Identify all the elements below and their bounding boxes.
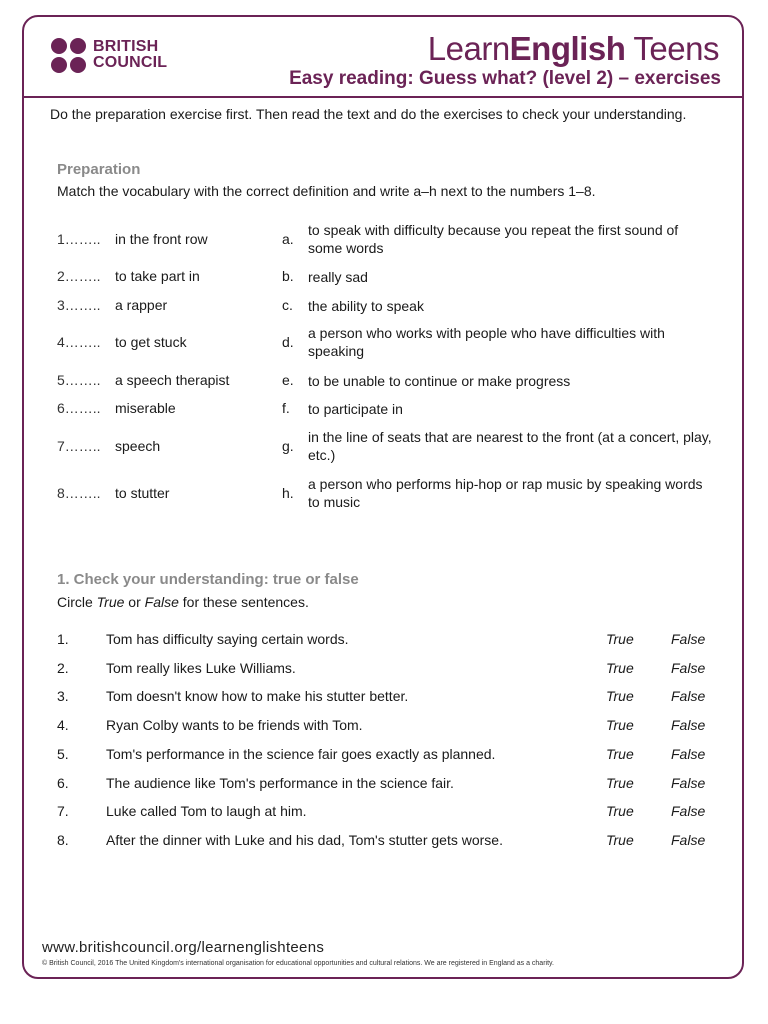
vocab-number[interactable]: 6……..	[57, 400, 101, 416]
footer-url[interactable]: www.britishcouncil.org/learnenglishteens	[42, 939, 325, 956]
true-option[interactable]: True	[606, 659, 634, 676]
false-option[interactable]: False	[671, 745, 706, 762]
statement-text: Tom's performance in the science fair goes exactly as planned.	[106, 745, 496, 762]
statement-number: 5.	[57, 745, 69, 762]
learnenglish-teens-logo: LearnEnglish Teens	[427, 30, 719, 67]
exercise1-heading: 1. Check your understanding: true or false	[57, 571, 359, 588]
statement-text: Luke called Tom to laugh at him.	[106, 803, 307, 820]
vocab-number[interactable]: 4……..	[57, 334, 101, 350]
footer-copyright: © British Council, 2016 The United Kingdom's international organisation for educational opportunities and cultural relations. We are registered in England as a charity.	[42, 960, 554, 967]
preparation-instruction: Match the vocabulary with the correct definition and write a–h next to the numbers 1–8.	[57, 183, 596, 199]
statement-number: 7.	[57, 803, 69, 820]
definition-text: to participate in	[308, 401, 403, 417]
false-option[interactable]: False	[671, 774, 706, 791]
false-option[interactable]: False	[671, 659, 706, 676]
definition-text: to be unable to continue or make progress	[308, 373, 571, 389]
vocab-word: a speech therapist	[115, 372, 230, 388]
statement-text: Ryan Colby wants to be friends with Tom.	[106, 717, 363, 734]
definition-text: a person who performs hip-hop or rap music by speaking words to music	[308, 476, 703, 510]
definition-letter: g.	[282, 438, 294, 454]
vocab-number[interactable]: 1……..	[57, 231, 101, 247]
logo-text-line1: BRITISH	[93, 38, 159, 55]
statement-text: Tom really likes Luke Williams.	[106, 659, 296, 676]
exercise1-instruction: Circle True or False for these sentences.	[57, 594, 309, 610]
definition-text: a person who works with people who have difficulties with speaking	[308, 325, 665, 359]
vocab-number[interactable]: 2……..	[57, 268, 101, 284]
true-option[interactable]: True	[606, 688, 634, 705]
vocab-number[interactable]: 3……..	[57, 297, 101, 313]
definition-letter: c.	[282, 297, 293, 313]
definition-text: to speak with difficulty because you repeat the first sound of some words	[308, 222, 679, 256]
statement-number: 6.	[57, 774, 69, 791]
vocab-number[interactable]: 5……..	[57, 372, 101, 388]
vocab-number[interactable]: 8……..	[57, 485, 101, 501]
definition-letter: b.	[282, 268, 294, 284]
preparation-heading: Preparation	[57, 161, 141, 178]
vocab-word: miserable	[115, 400, 176, 416]
vocab-word: to take part in	[115, 268, 200, 284]
statement-text: The audience like Tom's performance in the science fair.	[106, 774, 454, 791]
definition-text: in the line of seats that are nearest to the front (at a concert, play, etc.)	[308, 429, 712, 463]
false-option[interactable]: False	[671, 831, 706, 848]
definition-letter: e.	[282, 372, 294, 388]
true-option[interactable]: True	[606, 717, 634, 734]
false-option[interactable]: False	[671, 631, 706, 647]
vocab-word: to get stuck	[115, 334, 187, 350]
definition-text: the ability to speak	[308, 298, 424, 314]
header-divider	[24, 96, 742, 98]
page-title: Easy reading: Guess what? (level 2) – exercises	[289, 68, 721, 89]
definition-letter: h.	[282, 485, 294, 501]
false-option[interactable]: False	[671, 717, 706, 734]
vocab-word: a rapper	[115, 297, 168, 313]
statement-number: 8.	[57, 831, 69, 848]
statement-text: After the dinner with Luke and his dad, Tom's stutter gets worse.	[106, 831, 503, 848]
definition-letter: d.	[282, 334, 294, 350]
vocab-number[interactable]: 7……..	[57, 438, 101, 454]
statement-number: 4.	[57, 717, 69, 734]
statement-number: 2.	[57, 659, 69, 676]
logo-dots-icon	[51, 38, 89, 74]
british-council-logo	[51, 38, 181, 74]
definition-text: really sad	[308, 269, 368, 285]
false-option[interactable]: False	[671, 688, 706, 705]
true-option[interactable]: True	[606, 631, 634, 647]
true-option[interactable]: True	[606, 831, 634, 848]
true-option[interactable]: True	[606, 803, 634, 820]
statement-number: 3.	[57, 688, 69, 705]
intro-text: Do the preparation exercise first. Then read the text and do the exercises to check your understanding.	[50, 106, 687, 122]
definition-letter: a.	[282, 231, 294, 247]
vocab-word: to stutter	[115, 485, 170, 501]
true-option[interactable]: True	[606, 745, 634, 762]
vocab-word: speech	[115, 438, 161, 454]
vocab-word: in the front row	[115, 231, 208, 247]
statement-number: 1.	[57, 631, 69, 647]
statement-text: Tom has difficulty saying certain words.	[106, 631, 349, 647]
statement-text: Tom doesn't know how to make his stutter better.	[106, 688, 409, 705]
false-option[interactable]: False	[671, 803, 706, 820]
definition-letter: f.	[282, 400, 290, 416]
logo-text-line2: COUNCIL	[93, 54, 168, 71]
true-option[interactable]: True	[606, 774, 634, 791]
